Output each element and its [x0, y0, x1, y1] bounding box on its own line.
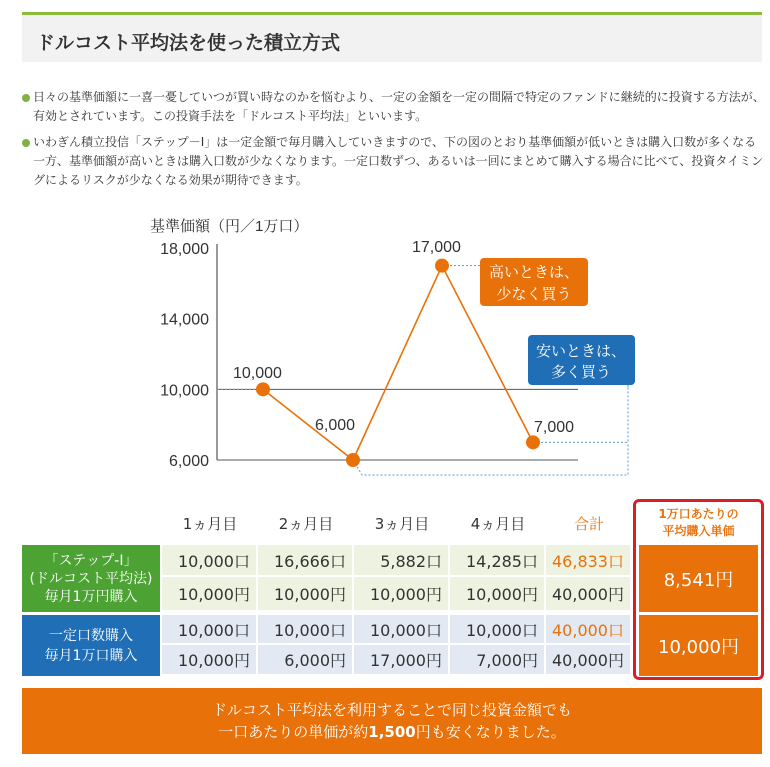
table-cell: 10,000口: [450, 615, 544, 643]
average-price-step: 8,541円: [639, 545, 758, 612]
y-tick-label: 10,000: [160, 382, 209, 400]
table-cell: 6,000円: [258, 645, 352, 674]
data-label: 17,000: [412, 239, 461, 256]
data-point: [526, 435, 540, 449]
column-header: 4ヵ月目: [470, 514, 526, 533]
average-price-fixed: 10,000円: [639, 615, 758, 676]
conclusion-banner: [22, 688, 762, 754]
table-cell: 10,000口: [162, 615, 256, 643]
description: [22, 88, 766, 197]
callout-low-text: 安いときは、: [535, 343, 627, 360]
callout-high-text: 少なく買う: [496, 286, 572, 303]
data-label: 6,000: [315, 417, 356, 434]
y-tick-label: 18,000: [160, 241, 209, 258]
table-cell: 46,833口: [546, 545, 630, 575]
table-cell: 10,000円: [258, 577, 352, 610]
table-cell: 5,882口: [354, 545, 448, 575]
data-point: [346, 453, 360, 467]
data-point: [256, 382, 270, 396]
conclusion-line-2: 一口あたりの単価が約1,500円も安くなりました。: [218, 723, 566, 741]
column-header: 2ヵ月目: [278, 514, 334, 533]
y-tick-label: 14,000: [160, 311, 209, 329]
callout-low-text: 多く買う: [550, 364, 612, 381]
column-header: 1ヵ月目: [182, 514, 238, 533]
table-cell: 10,000口: [354, 615, 448, 643]
table-cell: 40,000口: [546, 615, 630, 643]
table-cell: 10,000円: [162, 577, 256, 610]
table-cell: 16,666口: [258, 545, 352, 575]
table-cell: 10,000口: [258, 615, 352, 643]
bullet-dot-icon: [22, 139, 30, 147]
section-heading: [22, 12, 762, 62]
table-cell: 40,000円: [546, 577, 630, 610]
price-chart: [0, 200, 770, 490]
table-cell: 7,000円: [450, 645, 544, 674]
data-point: [435, 259, 449, 273]
column-header: 合計: [573, 514, 604, 533]
column-header: 3ヵ月目: [374, 514, 430, 533]
guide-dotted: [353, 442, 628, 475]
average-price-header: 1万口あたりの 平均購入単価: [658, 507, 739, 538]
table-cell: 10,000円: [162, 645, 256, 674]
bullet-item: いわぎん積立投信「ステップ－I」は一定金額で毎月購入していきますので、下の図のとおり基準価額が低いときは購入口数が多くなる一方、基準価額が高いときは購入口数が少なくなります。一定口数ずつ、あるいは一回にまとめて購入する場合に比べて、投資タイミングによるリスクが少なくなる効果が期待できます。: [22, 133, 766, 190]
table-cell: 10,000円: [354, 577, 448, 610]
table-cell: 17,000円: [354, 645, 448, 674]
group-label-fixed: 一定口数購入 毎月1万口購入: [22, 615, 160, 676]
table-cell: 14,285口: [450, 545, 544, 575]
table-cell: 10,000口: [162, 545, 256, 575]
callout-high-text: 高いときは、: [488, 264, 580, 281]
page-title: ドルコスト平均法を使った積立方式: [36, 32, 341, 54]
y-tick-label: 6,000: [168, 453, 209, 470]
bullet-item: 日々の基準価額に一喜一憂していつが買い時なのかを悩むより、一定の金額を一定の間隔で特定のファンドに継続的に投資する方法が、有効とされています。この投資手法を「ドルコスト平均法」といいます。: [22, 88, 766, 126]
table-cell: 40,000円: [546, 645, 630, 674]
table-cell: 10,000円: [450, 577, 544, 610]
data-label: 10,000: [233, 365, 282, 382]
data-label: 7,000: [534, 419, 575, 436]
group-label-step: 「ステップ-Ⅰ」 (ドルコスト平均法) 毎月1万円購入: [22, 545, 160, 612]
conclusion-line-1: ドルコスト平均法を利用することで同じ投資金額でも: [211, 701, 572, 719]
y-axis-title: 基準価額（円／1万口）: [150, 218, 309, 235]
bullet-dot-icon: [22, 94, 30, 102]
